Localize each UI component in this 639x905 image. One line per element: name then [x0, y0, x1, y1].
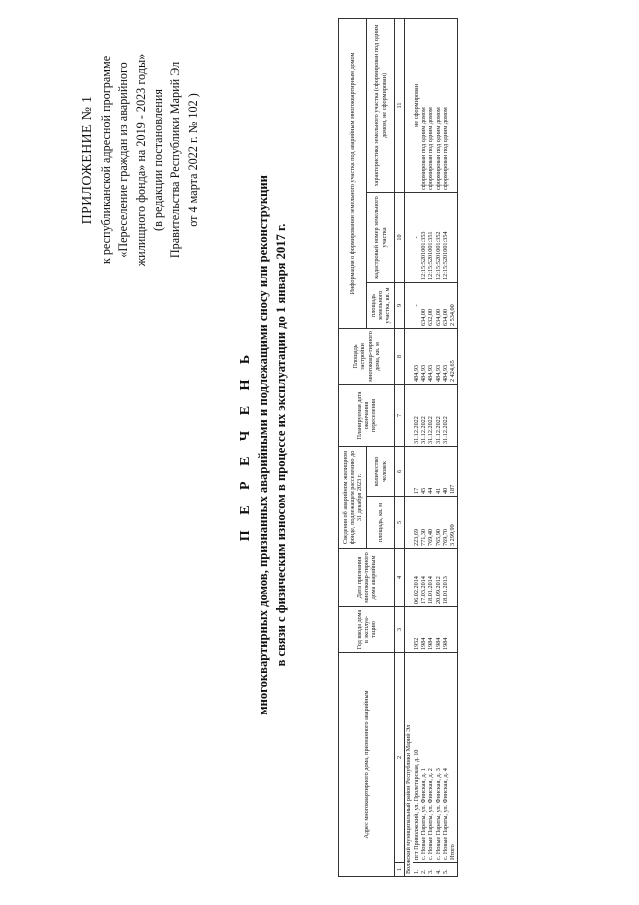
total-house-area: 2 424,65	[449, 328, 457, 384]
table-row	[420, 18, 427, 876]
title-line-2: в связи с физическим износом в процессе их эксплуатации до 1 января 2017 г.	[274, 223, 289, 667]
appendix-line: к республиканской адресной программе	[98, 55, 113, 265]
row-planned: 31.12.2022	[427, 384, 434, 446]
row-year: 1984	[420, 606, 427, 652]
column-number: 1	[395, 863, 405, 877]
row-year: 1952	[413, 606, 420, 652]
header-house-area: Площадь застройки многоквар-тирного дома, кв. м	[339, 328, 395, 384]
row-characteristic: сформирован под одним домом	[435, 18, 442, 192]
header-info-group: Сведения об аварийном жилищном фонде, подлежащем расселению до 31 декабря 2023 г.	[339, 446, 367, 548]
row-people: 17	[413, 446, 420, 496]
column-number: 2	[395, 652, 405, 862]
header-area: площадь, кв. м	[367, 496, 395, 548]
appendix-header	[78, 25, 202, 295]
row-characteristic: не сформирован	[413, 18, 420, 192]
row-land-area: 632,00	[427, 282, 434, 328]
title-word: П Е Р Е Ч Е Н Ь	[238, 348, 253, 542]
column-number: 3	[395, 606, 405, 652]
row-area: 769,70	[442, 496, 449, 548]
row-date: 18.01.2013	[442, 548, 449, 606]
group-row	[405, 18, 413, 876]
appendix-line: (в редакции постановления	[150, 89, 165, 231]
table-row	[442, 18, 449, 876]
header-characteristic: характеристика земельного участка (сформирован под одним домом, не сформирован)	[367, 18, 395, 192]
row-date: 17.03.2014	[420, 548, 427, 606]
row-planned: 31.12.2022	[413, 384, 420, 446]
row-house-area: 484,93	[427, 328, 434, 384]
row-year: 1984	[442, 606, 449, 652]
column-number: 8	[395, 328, 405, 384]
row-planned: 31.12.2022	[442, 384, 449, 446]
row-house-area: 484,93	[442, 328, 449, 384]
row-address: с. Новые Параты, ул. Финская, д. 3	[435, 652, 442, 862]
header-planned: Планируемая дата окончания переселения	[339, 384, 395, 446]
column-number-row	[395, 18, 405, 876]
total-people: 187	[449, 446, 457, 496]
column-number: 5	[395, 496, 405, 548]
row-land-area: 634,00	[442, 282, 449, 328]
row-land-area: 634,00	[420, 282, 427, 328]
row-cadastral: 12:15:5201001:351	[427, 192, 434, 282]
row-address: с. Новые Параты, ул. Финская, д. 4	[442, 652, 449, 862]
header-address: Адрес многоквартирного дома, признанного аварийным	[339, 652, 395, 876]
row-area: 765,90	[435, 496, 442, 548]
header-people: количество человек	[367, 446, 395, 496]
row-number: 5.	[442, 863, 449, 877]
row-year: 1984	[435, 606, 442, 652]
column-number: 6	[395, 446, 405, 496]
row-date: 20.09.2012	[435, 548, 442, 606]
row-planned: 31.12.2022	[420, 384, 427, 446]
row-date: 18.01.2014	[427, 548, 434, 606]
header-cadastral: кадастровый номер земельного участка	[367, 192, 395, 282]
row-cadastral: 12:15:5201001:353	[420, 192, 427, 282]
appendix-line: жилищного фонда» на 2019 - 2023 годы»	[133, 53, 148, 267]
row-date: 06.02.2014	[413, 548, 420, 606]
row-area: 771,30	[420, 496, 427, 548]
row-address: пгт Приволжский, ул. Пролетарская, д. 10	[413, 652, 420, 862]
document-title	[238, 15, 291, 875]
table-row	[427, 18, 434, 876]
row-number: 3.	[427, 863, 434, 877]
column-number: 10	[395, 192, 405, 282]
total-row	[449, 18, 457, 876]
appendix-line: «Переселение граждан из аварийного	[116, 62, 131, 258]
header-date: Дата признания многоквар-тирного дома аварийным	[339, 548, 395, 606]
houses-table-wrapper	[338, 19, 458, 877]
row-characteristic: сформирован под одним домом	[442, 18, 449, 192]
group-label: Волжский муниципальный район Республики Марий Эл	[405, 652, 413, 876]
total-label: Итого	[449, 652, 457, 862]
row-house-area: 484,93	[413, 328, 420, 384]
row-people: 40	[442, 446, 449, 496]
column-number: 9	[395, 282, 405, 328]
column-number: 7	[395, 384, 405, 446]
header-land-area: площадь земельного участка, кв. м	[367, 282, 395, 328]
appendix-date-line: от 4 марта 2022 г. № 102 )	[185, 93, 200, 227]
row-area: 223,69	[413, 496, 420, 548]
row-characteristic: сформирован под одним домом	[427, 18, 434, 192]
table-row	[435, 18, 442, 876]
row-land-area: 634,00	[435, 282, 442, 328]
row-characteristic: сформирован под одним домом	[420, 18, 427, 192]
row-planned: 31.12.2022	[435, 384, 442, 446]
row-address: с. Новые Параты, ул. Финская, д. 1	[420, 652, 427, 862]
header-land-group: Информация о формировании земельного участка под аварийным многоквартирным домом	[339, 18, 367, 328]
total-land-area: 2 534,00	[449, 282, 457, 328]
column-number: 11	[395, 18, 405, 192]
houses-table	[338, 18, 458, 877]
row-people: 41	[435, 446, 442, 496]
appendix-title: ПРИЛОЖЕНИЕ № 1	[80, 95, 95, 225]
row-year: 1984	[427, 606, 434, 652]
header-year: Год ввода дома в эксплуа-тацию	[339, 606, 395, 652]
row-number: 1.	[413, 863, 420, 877]
row-people: 45	[420, 446, 427, 496]
row-number: 4.	[435, 863, 442, 877]
row-house-area: 484,93	[435, 328, 442, 384]
column-number: 4	[395, 548, 405, 606]
row-cadastral: -	[413, 192, 420, 282]
table-row	[413, 18, 420, 876]
row-area: 769,40	[427, 496, 434, 548]
row-cadastral: 12:15:5201001:352	[435, 192, 442, 282]
row-house-area: 484,93	[420, 328, 427, 384]
total-area: 3 299,99	[449, 496, 457, 548]
row-people: 44	[427, 446, 434, 496]
row-cadastral: 12:15:5201001:354	[442, 192, 449, 282]
row-number: 2.	[420, 863, 427, 877]
appendix-line: Правительства Республики Марий Эл	[168, 61, 183, 259]
row-land-area: -	[413, 282, 420, 328]
title-line-1: многоквартирных домов, признанных аварийными и подлежащими сносу или реконструкции	[256, 175, 270, 715]
row-address: с. Новые Параты, ул. Финская, д. 2	[427, 652, 434, 862]
